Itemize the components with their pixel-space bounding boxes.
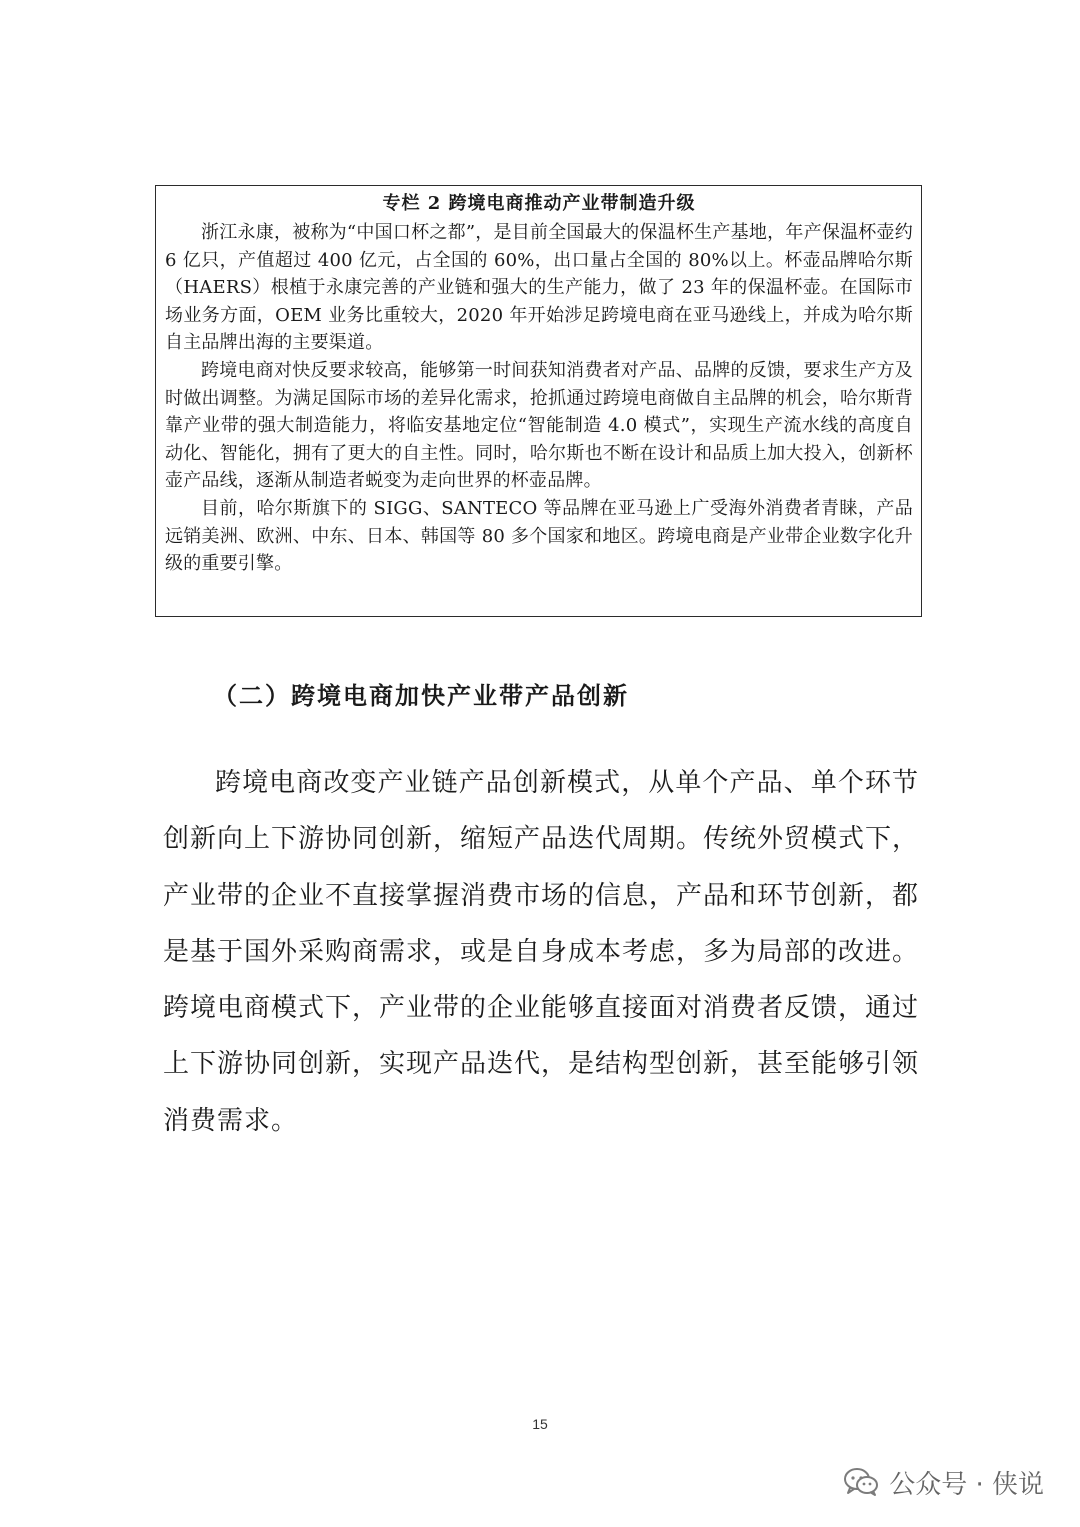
page-number: 15 [532,1416,548,1432]
watermark-text: 公众号 · 侠说 [889,1469,1044,1500]
sidebar-paragraph: 浙江永康，被称为“中国口杯之都”，是目前全国最大的保温杯生产基地，年产保温杯壶约 6 亿只，产值超过 400 亿元，占全国的 60%，出口量占全国的 80%以上。杯壶品牌哈尔斯（HAERS）根植于永康完善的产业链和强大的生产能力，做了 23 年的保温杯壶。在国际市场业务方面，OEM 业务比重较大，2020 年开始涉足跨境电商在亚马逊线上，并成为哈尔斯自主品牌出海的主要渠道。 [165,222,913,354]
feature-sidebar-box [155,185,922,617]
sidebar-paragraph: 跨境电商对快反要求较高，能够第一时间获知消费者对产品、品牌的反馈，要求生产方及时做出调整。为满足国际市场的差异化需求，抢抓通过跨境电商做自主品牌的机会，哈尔斯背靠产业带的强大制造能力，将临安基地定位“智能制造 4.0 模式”，实现生产流水线的高度自动化、智能化，拥有了更大的自主性。同时，哈尔斯也不断在设计和品质上加大投入，创新杯壶产品线，逐渐从制造者蜕变为走向世界的杯壶品牌。 [165,359,913,492]
sidebar-title: 专栏 2 跨境电商推动产业带制造升级 [382,193,696,214]
body-paragraph: 跨境电商改变产业链产品创新模式，从单个产品、单个环节创新向上下游协同创新，缩短产品迭代周期。传统外贸模式下，产业带的企业不直接掌握消费市场的信息，产品和环节创新，都是基于国外采购商需求，或是自身成本考虑，多为局部的改进。跨境电商模式下，产业带的企业能够直接面对消费者反馈，通过上下游协同创新，实现产品迭代，是结构型创新，甚至能够引领消费需求。 [163,768,920,1136]
sidebar-paragraph: 目前，哈尔斯旗下的 SIGG、SANTECO 等品牌在亚马逊上广受海外消费者青睐，产品远销美洲、欧洲、中东、日本、韩国等 80 多个国家和地区。跨境电商是产业带企业数字化升级的重要引擎。 [165,497,913,575]
account-watermark [843,1462,1044,1502]
section-heading: （二）跨境电商加快产业带产品创新 [213,681,629,710]
wechat-icon [843,1467,879,1497]
